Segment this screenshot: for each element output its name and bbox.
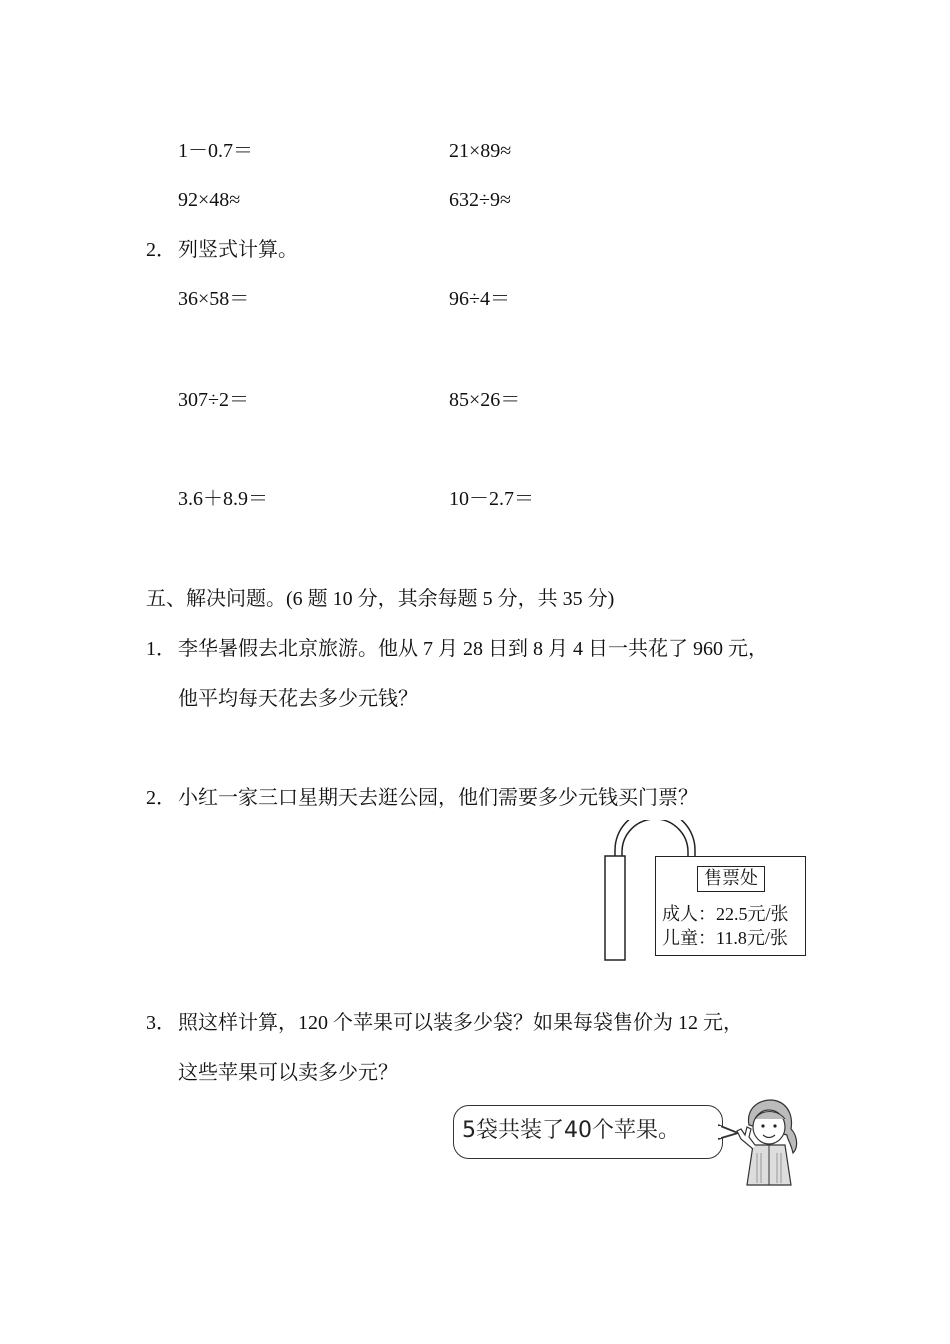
estimate-2-left: 92×48≈ — [178, 189, 241, 211]
question-title: 列竖式计算。 — [178, 239, 298, 261]
vertical-calc-1-right: 96÷4＝ — [449, 288, 510, 310]
q2-number: 2． — [146, 787, 176, 809]
vertical-calc-1-left: 36×58＝ — [178, 288, 250, 310]
q1-text-line1: 李华暑假去北京旅游。他从 7 月 28 日到 8 月 4 日一共花了 960 元， — [178, 638, 768, 660]
vertical-calc-2-left: 307÷2＝ — [178, 389, 249, 411]
estimate-1-left: 1－0.7＝ — [178, 140, 253, 162]
q3-number: 3． — [146, 1012, 176, 1034]
vertical-calc-2-right: 85×26＝ — [449, 389, 521, 411]
q3-text-line1: 照这样计算，120 个苹果可以装多少袋？如果每袋售价为 12 元， — [178, 1012, 743, 1034]
girl-character-icon — [735, 1095, 805, 1187]
child-price: 儿童：11.8元/张 — [662, 928, 788, 948]
section-heading: 五、解决问题。(6 题 10 分，其余每题 5 分，共 35 分) — [146, 588, 615, 610]
vertical-calc-3-right: 10－2.7＝ — [449, 488, 534, 510]
q2-text-line1: 小红一家三口星期天去逛公园，他们需要多少元钱买门票？ — [178, 787, 698, 809]
q3-text-line2: 这些苹果可以卖多少元？ — [178, 1062, 398, 1084]
question-number: 2． — [146, 239, 176, 261]
adult-price: 成人：22.5元/张 — [662, 904, 789, 924]
estimate-1-right: 21×89≈ — [449, 140, 512, 162]
speech-illustration — [450, 1095, 810, 1190]
booth-title: 售票处 — [697, 866, 765, 892]
price-board — [655, 856, 806, 956]
ticket-booth-illustration — [600, 820, 812, 962]
q1-text-line2: 他平均每天花去多少元钱？ — [178, 688, 418, 710]
vertical-calc-3-left: 3.6＋8.9＝ — [178, 488, 268, 510]
estimate-2-right: 632÷9≈ — [449, 189, 511, 211]
speech-bubble: 5袋共装了40个苹果。 — [453, 1105, 723, 1159]
q1-number: 1． — [146, 638, 176, 660]
